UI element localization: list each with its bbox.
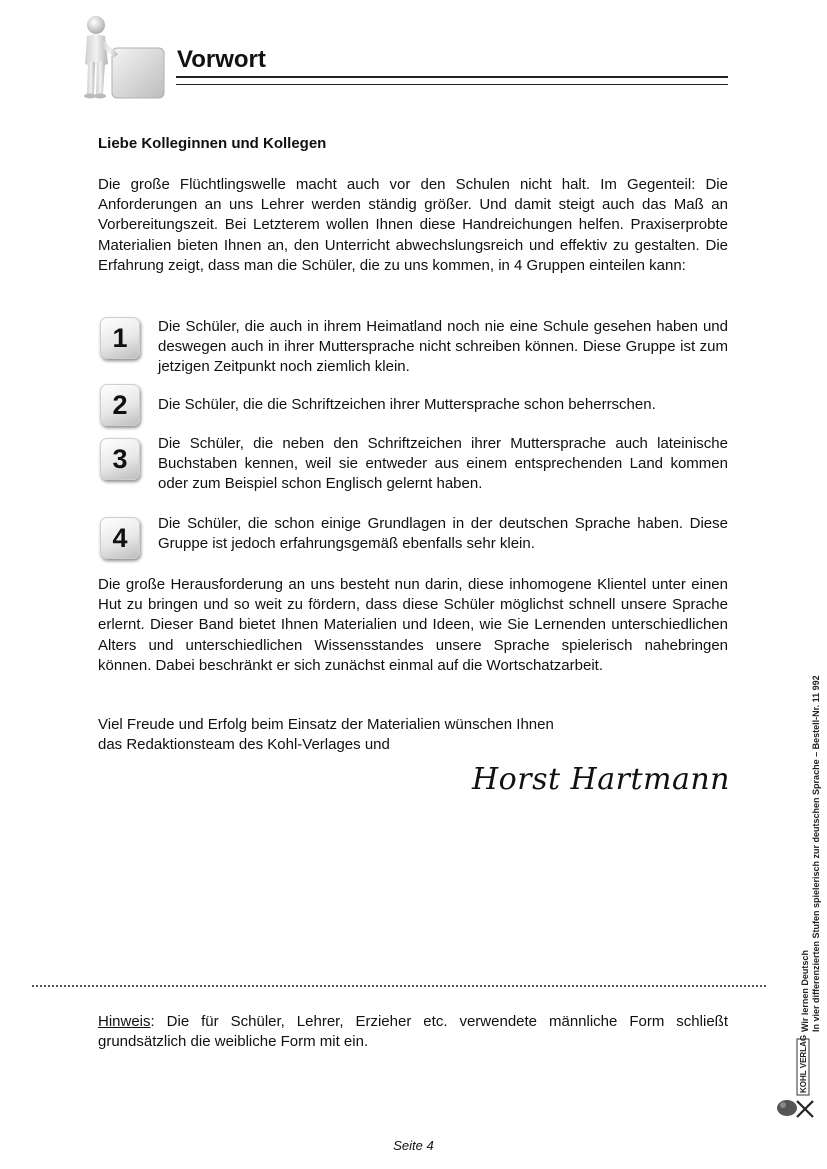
number-badge-1: 1 xyxy=(100,317,140,359)
figure-holding-sign-icon xyxy=(76,14,168,102)
group-text-4: Die Schüler, die schon einige Grundlagen in der deutschen Sprache haben. Diese Gruppe ist jedoch erfahrungsgemäß ebenfalls sehr klein. xyxy=(158,515,728,553)
challenge-paragraph: Die große Herausforderung an uns besteht nun darin, diese inhomogene Klientel unter einen Hut zu bringen und so weit zu fördern, dass diese Schüler möglichst schnell unsere Sprache erlernt. Dieser Band bietet Ihnen Materialien und Ideen, wie Sie Lernenden unterschiedlichen Alters und unterschiedlichen Wissensstandes unsere Sprache spielerisch nahebringen können. Dabei beschränkt er sich zunächst einmal auf die Wortschatzarbeit. xyxy=(98,576,728,674)
hint-label: Hinweis xyxy=(98,1013,151,1030)
group-item-4 xyxy=(100,514,728,574)
side-book-title: Wir lernen Deutsch xyxy=(800,950,810,1032)
closing-line-1: Viel Freude und Erfolg beim Einsatz der Materialien wünschen Ihnen xyxy=(98,716,554,733)
kohl-verlag-logo-icon xyxy=(775,1035,817,1123)
closing-line-2: das Redaktionsteam des Kohl-Verlages und xyxy=(98,736,390,753)
dotted-divider xyxy=(32,985,766,987)
group-text-2: Die Schüler, die die Schriftzeichen ihrer Muttersprache schon beherrschen. xyxy=(158,396,656,413)
salutation: Liebe Kolleginnen und Kollegen xyxy=(98,135,327,152)
number-badge-4: 4 xyxy=(100,517,140,559)
logo-text: KOHL VERLAG xyxy=(799,1035,808,1093)
page-number: Seite 4 xyxy=(393,1138,434,1153)
signature: Horst Hartmann xyxy=(472,762,730,797)
intro-paragraph: Die große Flüchtlingswelle macht auch vor den Schulen nicht halt. Im Gegenteil: Die Anforderungen an uns Lehrer werden ständig größer. Und damit steigt auch das Maß an Vorbereitungszeit. Bei Letzterem wollen Ihnen diese Handreichungen helfen. Praxiserprobte Materialien bieten Ihnen an, den Unterricht abwechslungsreich und effektiv zu gestalten. Die Erfahrung zeigt, dass man die Schüler, die zu uns kommen, in 4 Gruppen einteilen kann: xyxy=(98,176,728,274)
side-book-info xyxy=(800,675,822,1032)
closing-text xyxy=(98,715,554,755)
group-item-1 xyxy=(100,317,728,377)
number-badge-3: 3 xyxy=(100,438,140,480)
title-rule xyxy=(176,76,728,85)
group-text-1: Die Schüler, die auch in ihrem Heimatland noch nie eine Schule gesehen haben und deswegen auch in ihrer Muttersprache nicht schreiben können. Diese Gruppe ist zum jetzigen Zeitpunkt noch ziemlich klein. xyxy=(158,318,728,376)
group-item-3 xyxy=(100,434,728,494)
side-book-subtitle: In vier differenzierten Stufen spielerisch zur deutschen Sprache – Bestell-Nr. 11 992 xyxy=(811,675,821,1032)
hint-note xyxy=(98,1012,728,1052)
hint-text: : Die für Schüler, Lehrer, Erzieher etc. verwendete männliche Form schließt grundsätzlich die weibliche Form mit ein. xyxy=(98,1013,728,1051)
page-title: Vorwort xyxy=(177,46,266,73)
group-text-3: Die Schüler, die neben den Schriftzeichen ihrer Muttersprache auch lateinische Buchstaben kennen, weil sie entweder aus einem entsprechenden Land kommen oder zum Beispiel schon Englisch gelernt haben. xyxy=(158,435,728,493)
number-badge-2: 2 xyxy=(100,384,140,426)
